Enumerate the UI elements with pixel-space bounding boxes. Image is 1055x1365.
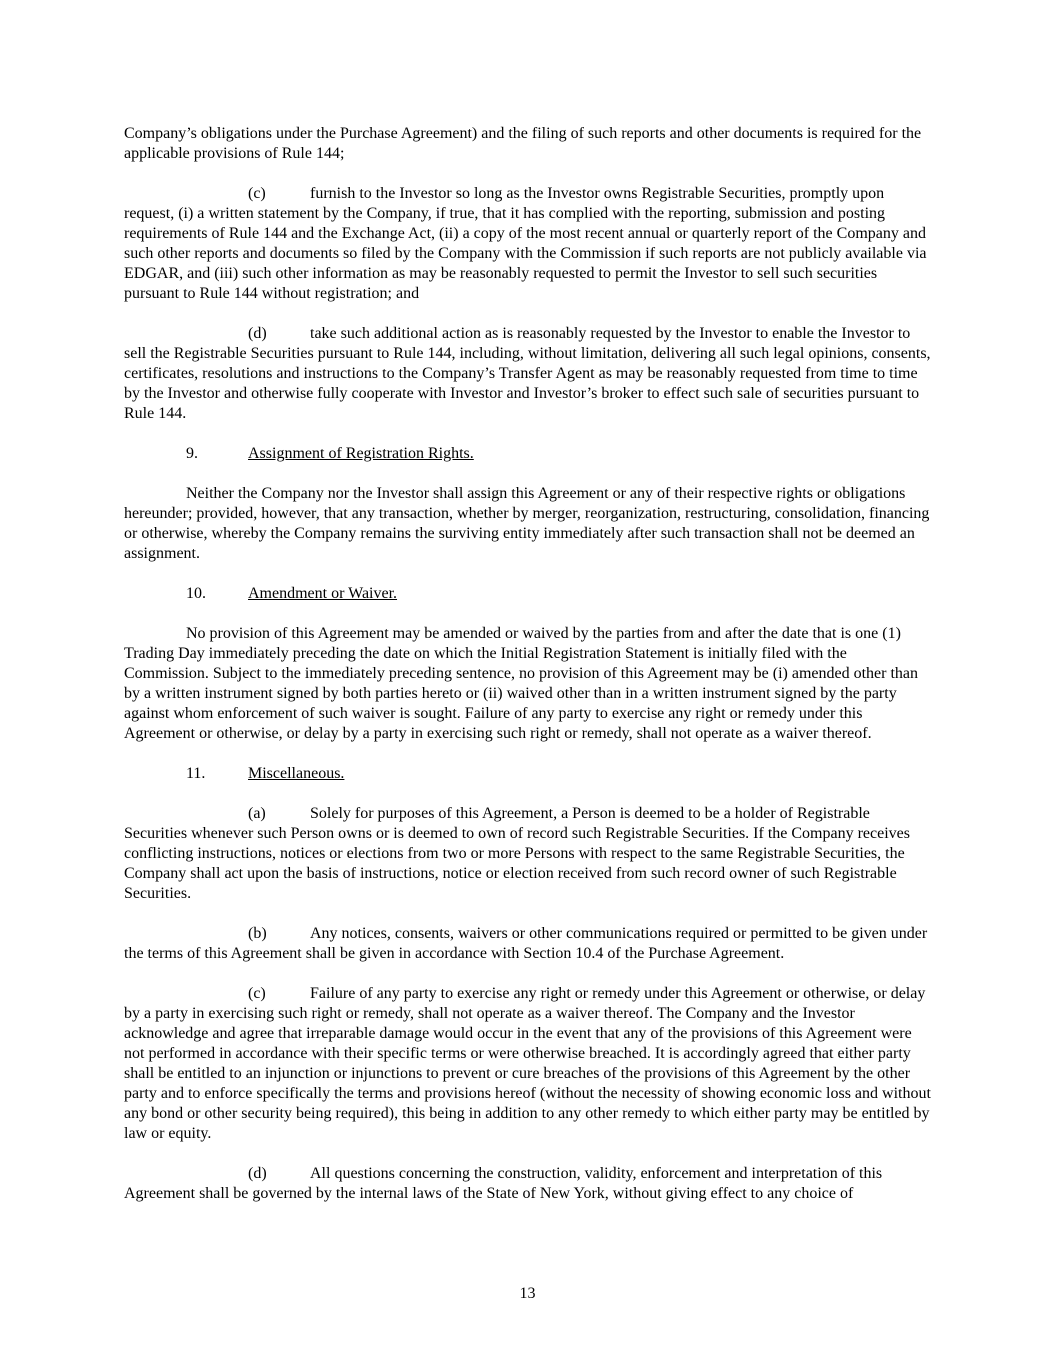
paragraph-11d <box>124 1164 932 1204</box>
paragraph-11c <box>124 984 932 1144</box>
paragraph-8d <box>124 324 932 424</box>
paragraph-text: Solely for purposes of this Agreement, a Person is deemed to be a holder of Registrable Securities whenever such Person owns or is deemed to own of record such Registrable Securities. If the Company receives conflicting instructions, notices or elections from two or more Persons with respect to the same Registrable Securities, the Company shall act upon the basis of instructions, notice or election received from such record owner of such Registrable Securities. <box>124 805 910 902</box>
subsection-label: (b) <box>248 925 267 942</box>
section-heading-11 <box>124 764 932 784</box>
paragraph-text: Failure of any party to exercise any right or remedy under this Agreement or otherwise, or delay by a party in exercising such right or remedy, shall not operate as a waiver thereof. The Company and the Investor acknowledge and agree that irreparable damage would occur in the event that any of the provisions of this Agreement were not performed in accordance with their specific terms or were otherwise breached. It is accordingly agreed that either party shall be entitled to an injunction or injunctions to prevent or cure breaches of the provisions of this Agreement by the other party and to enforce specifically the terms and provisions hereof (without the necessity of showing economic loss and without any bond or other security being required), this being in addition to any other remedy to which either party may be entitled by law or equity. <box>124 985 931 1142</box>
paragraph-text: Any notices, consents, waivers or other communications required or permitted to be given under the terms of this Agreement shall be given in accordance with Section 10.4 of the Purchase Agreement. <box>124 925 928 962</box>
paragraph-9 <box>124 484 932 564</box>
paragraph-11a <box>124 804 932 904</box>
paragraph-text: All questions concerning the construction, validity, enforcement and interpretation of this Agreement shall be governed by the internal laws of the State of New York, without giving effect to any choice of <box>124 1165 883 1202</box>
subsection-label: (c) <box>248 185 266 202</box>
paragraph-8c <box>124 184 932 304</box>
paragraph-continuation: Company’s obligations under the Purchase Agreement) and the filing of such reports and other documents is required for the applicable provisions of Rule 144; <box>124 125 922 162</box>
section-number: 11. <box>186 765 206 782</box>
section-title: Amendment or Waiver. <box>248 585 398 602</box>
section-heading-10 <box>124 584 932 604</box>
subsection-label: (c) <box>248 985 266 1002</box>
subsection-label: (a) <box>248 805 266 822</box>
page-number: 13 <box>519 1285 536 1302</box>
section-heading-9 <box>124 444 932 464</box>
paragraph-text: take such additional action as is reasonably requested by the Investor to enable the Investor to sell the Registrable Securities pursuant to Rule 144, including, without limitation, delivering all such legal opinions, consents, certificates, resolutions and instructions to the Company’s Transfer Agent as may be reasonably requested from time to time by the Investor and otherwise fully cooperate with Investor and Investor’s broker to effect such sale of securities pursuant to Rule 144. <box>124 325 931 422</box>
paragraph-11b <box>124 924 932 964</box>
paragraph-text: No provision of this Agreement may be amended or waived by the parties from and after the date that is one (1) Trading Day immediately preceding the date on which the Initial Registration Statement is initially filed with the Commission. Subject to the immediately preceding sentence, no provision of this Agreement may be (i) amended other than by a written instrument signed by both parties hereto or (ii) waived other than in a written instrument signed by the party against whom enforcement of such waiver is sought. Failure of any party to exercise any right or remedy under this Agreement or otherwise, or delay by a party in exercising such right or remedy, shall not operate as a waiver thereof. <box>124 625 919 742</box>
section-number: 9. <box>186 445 198 462</box>
paragraph-text: furnish to the Investor so long as the Investor owns Registrable Securities, promptly upon request, (i) a written statement by the Company, if true, that it has complied with the reporting, submission and posting requirements of Rule 144 and the Exchange Act, (ii) a copy of the most recent annual or quarterly report of the Company and such other reports and documents so filed by the Company with the Commission if such reports are not publicly available via EDGAR, and (iii) such other information as may be reasonably requested to permit the Investor to sell such securities pursuant to Rule 144 without registration; and <box>124 185 927 302</box>
section-number: 10. <box>186 585 206 602</box>
document-page <box>124 124 932 1224</box>
section-title: Miscellaneous. <box>248 765 345 782</box>
subsection-label: (d) <box>248 1165 267 1182</box>
paragraph-10 <box>124 624 932 744</box>
paragraph-text: Neither the Company nor the Investor shall assign this Agreement or any of their respective rights or obligations hereunder; provided, however, that any transaction, whether by merger, reorganization, restructuring, consolidation, financing or otherwise, whereby the Company remains the surviving entity immediately after such transaction shall not be deemed an assignment. <box>124 485 930 562</box>
section-title: Assignment of Registration Rights. <box>248 445 474 462</box>
subsection-label: (d) <box>248 325 267 342</box>
